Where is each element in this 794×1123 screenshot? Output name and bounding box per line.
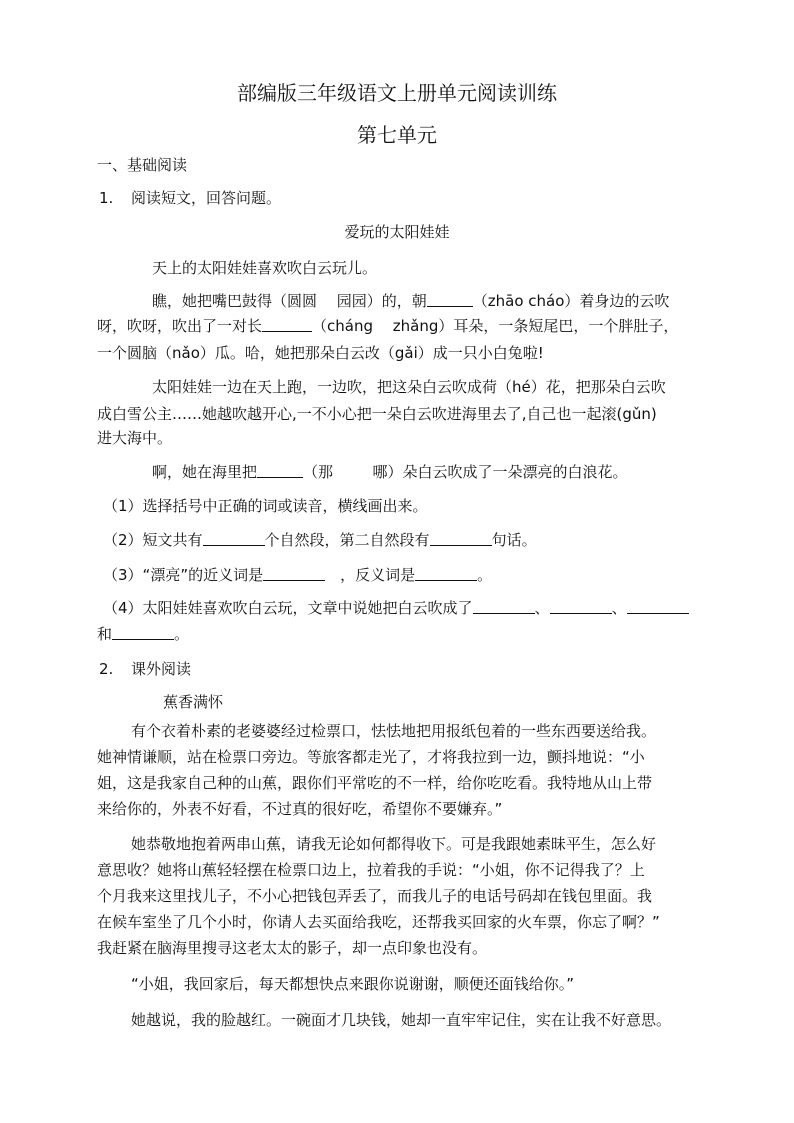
answer-blank[interactable] xyxy=(203,531,265,546)
story2-p2-line1: 她恭敬地抱着两串山蕉，请我无论如何都得收下。可是我跟她素昧平生，怎么好 xyxy=(131,835,657,853)
answer-blank[interactable] xyxy=(262,317,312,332)
sub-question-2 xyxy=(103,530,537,550)
answer-blank[interactable] xyxy=(112,625,174,640)
story-title: 爱玩的太阳娃娃 xyxy=(344,223,450,241)
story2-title: 蕉香满怀 xyxy=(163,693,224,711)
text-span: 呀，吹呀，吹出了一对长 xyxy=(97,317,263,335)
text-span: 、 xyxy=(611,599,627,617)
text-span: 句话。 xyxy=(491,531,537,549)
section-heading: 一、基础阅读 xyxy=(97,156,188,174)
story-p4 xyxy=(152,462,628,482)
story2-p1-line2: 她神情谦顺，站在检票口旁边。等旅客都走光了，才将我拉到一边，颤抖地说：“小 xyxy=(97,748,645,766)
story2-p2-line3: 个月我来这里找儿子，不小心把钱包弄丢了，而我儿子的电话号码却在钱包里面。我 xyxy=(97,887,653,905)
answer-blank[interactable] xyxy=(263,566,325,581)
answer-blank[interactable] xyxy=(415,566,477,581)
text-span: （cháng zhǎng）耳朵，一条短尾巴，一个胖肚子， xyxy=(312,317,679,335)
sub-question-4-cont xyxy=(97,624,189,644)
story2-p2-line4: 在候车室坐了几个小时，你请人去买面给我吃，还帮我买回家的火车票，你忘了啊？” xyxy=(97,913,660,931)
text-span: 和 xyxy=(97,625,113,643)
story-p3-line2: 成白雪公主……她越吹越开心,一不小心把一朵白云吹进海里去了,自己也一起滚(gǔn) xyxy=(97,405,657,423)
sub-question-4 xyxy=(103,598,689,618)
story-p2-line3: 一个圆脑（nǎo）瓜。哈，她把那朵白云改（gǎi）成一只小白兔啦! xyxy=(97,344,544,362)
answer-blank[interactable] xyxy=(430,531,492,546)
story-p2-line1 xyxy=(152,291,669,311)
story-p2-line2 xyxy=(97,316,678,336)
text-span: 。 xyxy=(477,566,493,584)
doc-title: 部编版三年级语文上册单元阅读训练 xyxy=(237,81,557,105)
story2-p2-line2: 意思收？她将山蕉轻轻摆在检票口边上，拉着我的手说：“小姐，你不记得我了？上 xyxy=(97,861,645,879)
text-span: 啊，她在海里把 xyxy=(152,463,258,481)
story-p3-line1: 太阳娃娃一边在天上跑，一边吹，把这朵白云吹成荷（hé）花，把那朵白云吹 xyxy=(152,378,666,396)
sub-question-3 xyxy=(103,565,492,585)
answer-blank[interactable] xyxy=(257,463,303,478)
text-span: （4）太阳娃娃喜欢吹白云玩，文章中说她把白云吹成了 xyxy=(103,599,473,617)
story2-p4: 她越说，我的脸越红。一碗面才几块钱，她却一直牢牢记住，实在让我不好意思。 xyxy=(131,1011,672,1029)
story2-p1-line4: 来给你的，外表不好看，不过真的很好吃，希望你不要嫌弃。” xyxy=(97,800,503,818)
q1-prompt: 阅读短文，回答问题。 xyxy=(131,189,282,207)
text-span: ，反义词是 xyxy=(325,566,416,584)
answer-blank[interactable] xyxy=(427,292,473,307)
text-span: （zhāo cháo）着身边的云吹 xyxy=(472,292,670,310)
text-span: 个自然段，第二自然段有 xyxy=(264,531,430,549)
text-span: （3）“漂亮”的近义词是 xyxy=(103,566,264,584)
text-span: （2）短文共有 xyxy=(103,531,203,549)
answer-blank[interactable] xyxy=(550,599,612,614)
story2-p1-line3: 姐，这是我家自己种的山蕉，跟你们平常吃的不一样，给你吃吃看。我特地从山上带 xyxy=(97,774,653,792)
story2-p3: “小姐，我回家后，每天都想快点来跟你说谢谢，顺便还面钱给你。” xyxy=(131,975,575,993)
sub-question-1: （1）选择括号中正确的词或读音，横线画出来。 xyxy=(103,497,428,515)
story-p3-line3: 进大海中。 xyxy=(97,429,173,447)
story2-p2-line5: 我赶紧在脑海里搜寻这老太太的影子，却一点印象也没有。 xyxy=(97,939,488,957)
answer-blank[interactable] xyxy=(627,599,689,614)
text-span: 。 xyxy=(174,625,190,643)
text-span: （那 哪）朵白云吹成了一朵漂亮的白浪花。 xyxy=(303,463,628,481)
unit-title: 第七单元 xyxy=(357,123,437,147)
q2-number: 2. xyxy=(99,660,114,678)
text-span: 瞧，她把嘴巴鼓得（圆圆 园园）的，朝 xyxy=(152,292,427,310)
q2-prompt: 课外阅读 xyxy=(131,660,192,678)
story2-p1-line1: 有个衣着朴素的老婆婆经过检票口，怯怯地把用报纸包着的一些东西要送给我。 xyxy=(131,722,657,740)
q1-number: 1. xyxy=(99,189,114,207)
answer-blank[interactable] xyxy=(473,599,535,614)
story-p1: 天上的太阳娃娃喜欢吹白云玩儿。 xyxy=(152,259,378,277)
text-span: 、 xyxy=(534,599,550,617)
